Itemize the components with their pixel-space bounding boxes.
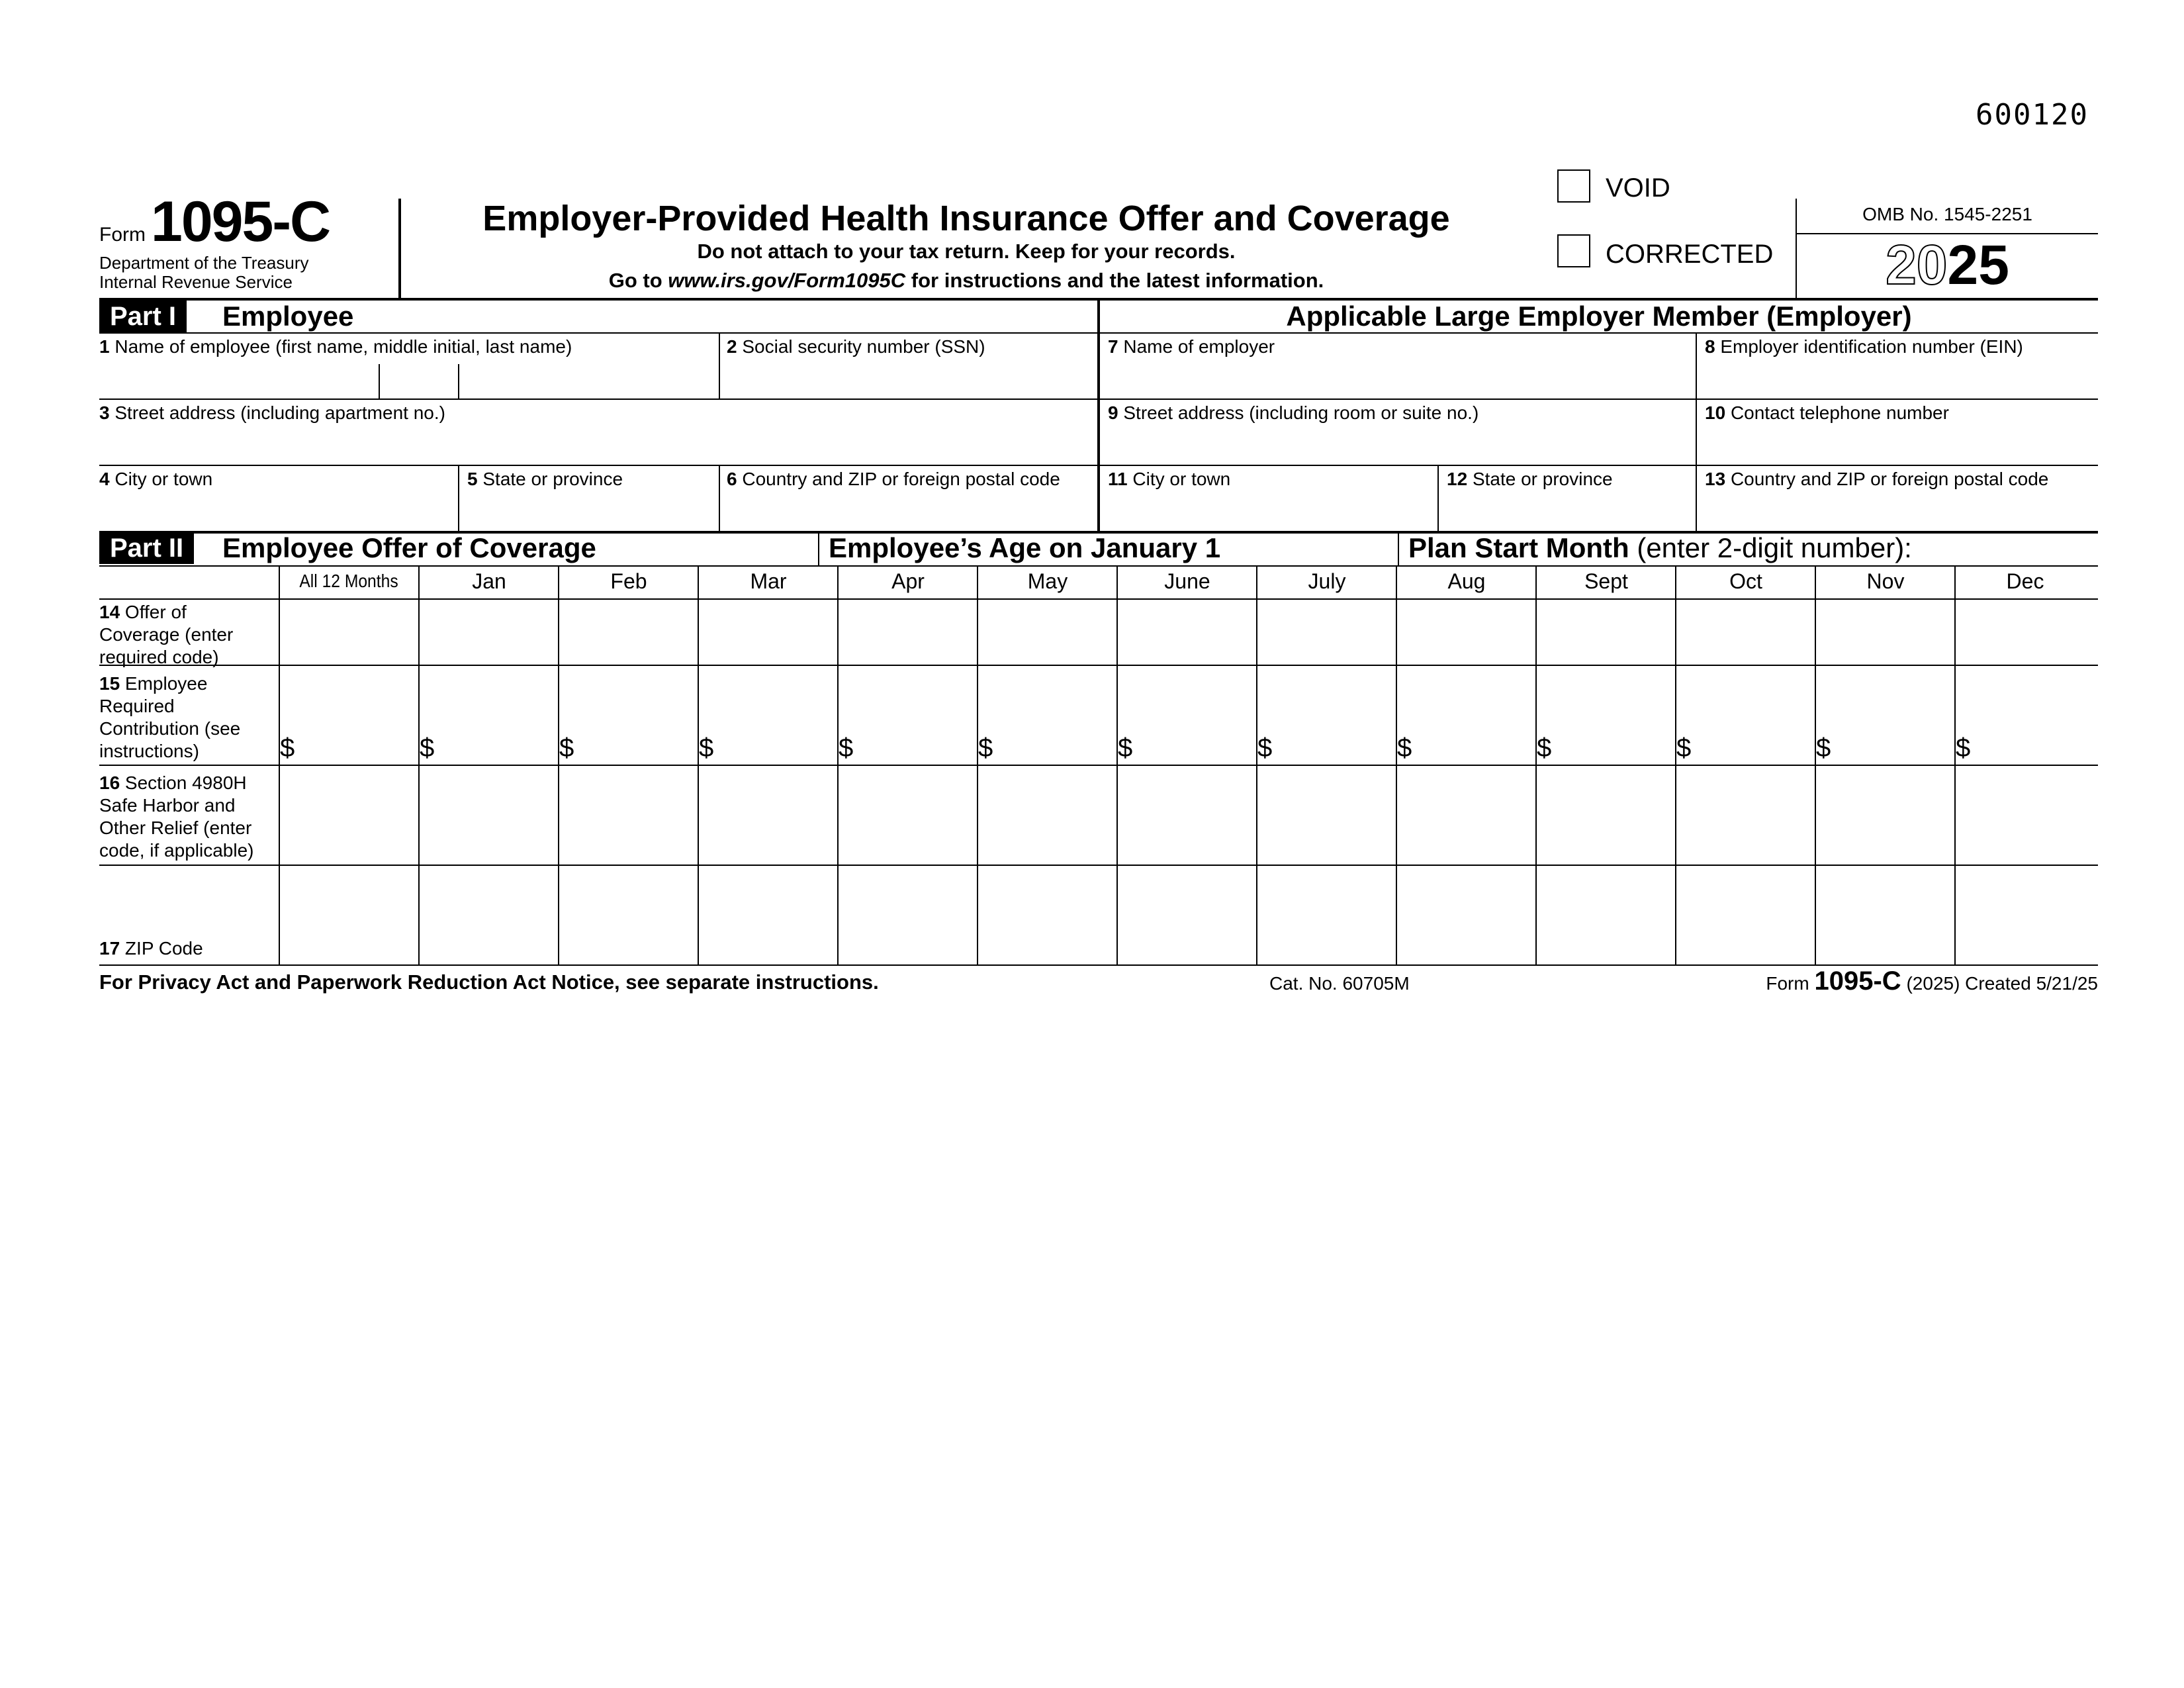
tax-year-bold: 25 [1947,234,2009,296]
field-8-ein[interactable]: 8 Employer identification number (EIN) [1705,336,2023,357]
privacy-notice: For Privacy Act and Paperwork Reduction Act Notice, see separate instructions. [99,970,879,994]
tax-year [1797,233,2098,297]
goto-prefix: Go to [608,269,668,292]
grid-row-line [99,598,2098,600]
col-sept: Sept [1584,569,1628,593]
col-july: July [1308,569,1346,593]
field-6-country-zip[interactable]: 6 Country and ZIP or foreign postal code [727,469,1060,489]
row-15-employee-contribution: 15 Employee Required Contribution (see instructions) [99,673,241,761]
omb-number: OMB No. 1545-2251 [1862,204,2032,224]
col-mar: Mar [750,569,787,593]
part2-title-divider-2 [1398,532,1399,565]
row-16-safe-harbor: 16 Section 4980H Safe Harbor and Other Relief (enter code, if applicable) [99,773,254,861]
void-checkbox[interactable] [1557,169,1590,203]
field-2-ssn[interactable]: 2 Social security number (SSN) [727,336,985,357]
footer-form-suffix: (2025) Created 5/21/25 [1906,973,2098,994]
col-june: June [1164,569,1210,593]
employer-section-title: Applicable Large Employer Member (Employer) [1286,301,1912,332]
footer-form-id [1766,966,2098,996]
dollar-sign: $ [1537,733,1552,763]
col-dec: Dec [2006,569,2044,593]
field-7-employer-name[interactable]: 7 Name of employer [1108,336,1275,357]
field-5-state[interactable]: 5 State or province [467,469,623,489]
dept-line1: Department of the Treasury [99,253,309,273]
dollar-sign: $ [420,733,435,763]
goto-url[interactable]: www.irs.gov/Form1095C [668,269,906,292]
catalog-number: Cat. No. 60705M [1269,973,1410,994]
form-code: 600120 [1976,98,2089,132]
grid-row-line [99,964,2098,966]
col-apr: Apr [891,569,925,593]
field-13-employer-country-zip[interactable]: 13 Country and ZIP or foreign postal code [1705,469,2049,489]
row-17-zip-code: 17 ZIP Code [99,938,203,959]
field-9-employer-street[interactable]: 9 Street address (including room or suite no.) [1108,402,1479,423]
dollar-sign: $ [1397,733,1412,763]
col-nov: Nov [1866,569,1905,593]
dollar-sign: $ [1956,733,1971,763]
dollar-sign: $ [559,733,574,763]
plan-start-month[interactable] [1408,532,1912,564]
field-12-employer-state[interactable]: 12 State or province [1447,469,1613,489]
corrected-checkbox[interactable] [1557,234,1590,267]
dollar-sign: $ [839,733,854,763]
header-divider-left [398,199,401,298]
footer-form-word: Form [1766,973,1809,994]
divider-name-ssn [719,332,720,399]
field-1-employee-name[interactable]: 1 Name of employee (first name, middle initial, last name) [99,336,572,357]
dollar-sign: $ [1118,733,1133,763]
part2-badge: Part II [99,532,194,564]
part1-badge: Part I [99,301,187,332]
tax-year-outline: 20 [1886,234,1948,296]
dollar-sign: $ [280,733,295,763]
col-oct: Oct [1729,569,1762,593]
part1-row-rule-2 [99,465,2098,466]
part1-title: Employee [222,301,354,332]
field-10-contact-phone[interactable]: 10 Contact telephone number [1705,402,1949,423]
name-tick-1 [379,364,380,399]
dollar-sign: $ [978,733,993,763]
dollar-sign: $ [1816,733,1831,763]
field-4-city[interactable]: 4 City or town [99,469,213,489]
plan-start-title: Plan Start Month [1408,532,1629,563]
dollar-sign: $ [699,733,714,763]
part1-center-divider [1097,299,1100,532]
divider-state-country [719,465,720,531]
part2-header-rule [99,565,2098,567]
part2-title: Employee Offer of Coverage [222,532,596,563]
dollar-sign: $ [1257,733,1273,763]
grid-row-line [99,865,2098,866]
col-jan: Jan [472,569,506,593]
form-number: 1095-C [151,190,330,254]
divider-city-state [458,465,459,531]
form-word: Form [99,224,146,246]
col-aug: Aug [1447,569,1486,593]
grid-row-line [99,665,2098,666]
form-title: Employer-Provided Health Insurance Offer and Coverage [482,199,1450,238]
goto-line [404,269,1529,293]
footer-form-number: 1095-C [1814,966,1901,996]
col-all-12-months: All 12 Months [299,571,398,591]
corrected-label: CORRECTED [1606,240,1774,269]
divider-emp-city-state [1437,465,1439,531]
col-feb: Feb [610,569,647,593]
plan-start-hint: (enter 2-digit number): [1629,532,1912,563]
part2-title-divider-1 [818,532,819,565]
dollar-sign: $ [1676,733,1692,763]
name-tick-2 [458,364,459,399]
col-may: May [1027,569,1068,593]
part1-row-rule-1 [99,399,2098,400]
form-subtitle: Do not attach to your tax return. Keep for your records. [697,240,1236,263]
employee-age-title[interactable]: Employee’s Age on January 1 [829,532,1221,563]
void-label: VOID [1606,173,1670,203]
dept-line2: Internal Revenue Service [99,272,293,292]
field-11-employer-city[interactable]: 11 City or town [1108,469,1231,489]
row-14-offer-of-coverage: 14 Offer of Coverage (enter required code) [99,602,234,667]
grid-row-line [99,765,2098,766]
divider-emp-ein [1696,332,1697,531]
goto-suffix: for instructions and the latest information. [905,269,1324,292]
field-3-street-address[interactable]: 3 Street address (including apartment no.) [99,402,445,423]
